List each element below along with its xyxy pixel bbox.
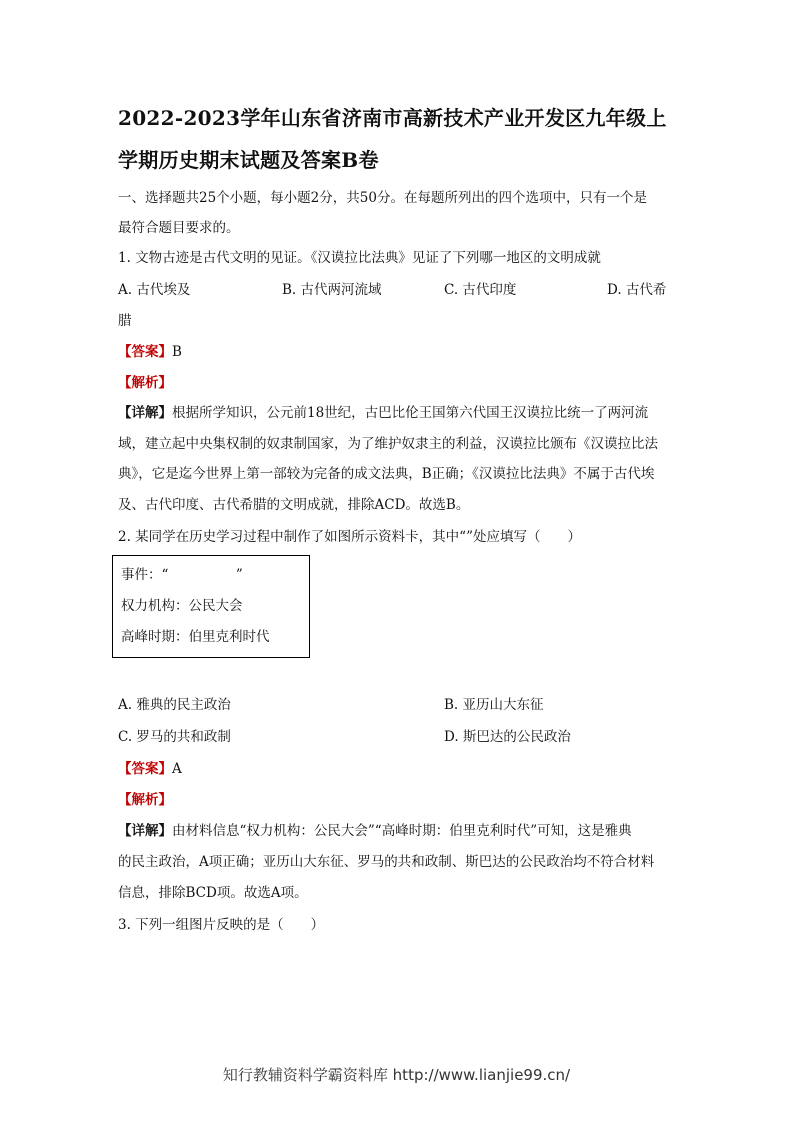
q1-detail-line-4: 及、古代印度、古代希腊的文明成就，排除ACD。故选B。 xyxy=(118,497,470,513)
document-title-line-1: 2022-2023学年山东省济南市高新技术产业开发区九年级上 xyxy=(118,106,667,130)
q2-analysis-heading xyxy=(118,792,172,808)
q2-option-b: B. 亚历山大东征 xyxy=(444,697,544,713)
q2-detail-line-3: 信息，排除BCD项。故选A项。 xyxy=(118,885,308,901)
detail-tag: 【详解】 xyxy=(118,405,172,421)
section-intro-line-2: 最符合题目要求的。 xyxy=(118,220,240,236)
answer-value: A xyxy=(172,761,182,777)
q1-detail-line-3: 典》，它是迄今世界上第一部较为完备的成文法典，B正确；《汉谟拉比法典》不属于古代埃 xyxy=(118,466,655,482)
q1-option-d: D. 古代希 xyxy=(607,282,667,298)
section-intro-line-1: 一、选择题共25个小题，每小题2分，共50分。在每题所列出的四个选项中，只有一个是 xyxy=(118,190,647,206)
q2-info-card xyxy=(112,555,310,658)
q1-detail-line-1 xyxy=(118,405,648,421)
q2-option-a: A. 雅典的民主政治 xyxy=(118,697,231,713)
q2-option-d: D. 斯巴达的公民政治 xyxy=(444,729,571,745)
q2-detail-line-1 xyxy=(118,823,632,839)
q2-option-c: C. 罗马的共和政制 xyxy=(118,729,231,745)
q1-option-b: B. 古代两河流域 xyxy=(282,282,382,298)
card-authority-line: 权力机构：公民大会 xyxy=(121,598,243,614)
footer-watermark: 知行教辅资料学霸资料库 http://www.lianjie99.cn/ xyxy=(222,1066,571,1084)
detail-text: 根据所学知识，公元前18世纪，古巴比伦王国第六代国王汉谟拉比统一了两河流 xyxy=(172,405,649,421)
q1-option-d-wrap: 腊 xyxy=(118,313,132,329)
q2-stem: 2. 某同学在历史学习过程中制作了如图所示资料卡，其中“”处应填写（ ） xyxy=(118,529,581,545)
q2-answer xyxy=(118,761,182,777)
q2-detail-line-2: 的民主政治，A项正确；亚历山大东征、罗马的共和政制、斯巴达的公民政治均不符合材料 xyxy=(118,854,655,870)
q1-option-c: C. 古代印度 xyxy=(444,282,517,298)
analysis-tag: 【解析】 xyxy=(118,375,172,391)
detail-tag: 【详解】 xyxy=(118,823,172,839)
card-peak-line: 高峰时期：伯里克利时代 xyxy=(121,629,270,645)
answer-tag: 【答案】 xyxy=(118,344,172,360)
q1-analysis-heading xyxy=(118,375,172,391)
answer-value: B xyxy=(172,344,182,360)
answer-tag: 【答案】 xyxy=(118,761,172,777)
document-title-line-2: 学期历史期末试题及答案B卷 xyxy=(118,148,379,172)
q1-detail-line-2: 域，建立起中央集权制的奴隶制国家，为了维护奴隶主的利益，汉谟拉比颁布《汉谟拉比法 xyxy=(118,436,658,452)
q3-stem: 3. 下列一组图片反映的是（ ） xyxy=(118,917,325,933)
q1-answer xyxy=(118,344,182,360)
q1-stem: 1. 文物古迹是古代文明的见证。《汉谟拉比法典》见证了下列哪一地区的文明成就 xyxy=(118,250,601,266)
detail-text: 由材料信息“权力机构：公民大会”“高峰时期：伯里克利时代”可知，这是雅典 xyxy=(172,823,632,839)
q1-option-a: A. 古代埃及 xyxy=(118,282,191,298)
card-event-line: 事件：“ ” xyxy=(121,567,243,583)
analysis-tag: 【解析】 xyxy=(118,792,172,808)
